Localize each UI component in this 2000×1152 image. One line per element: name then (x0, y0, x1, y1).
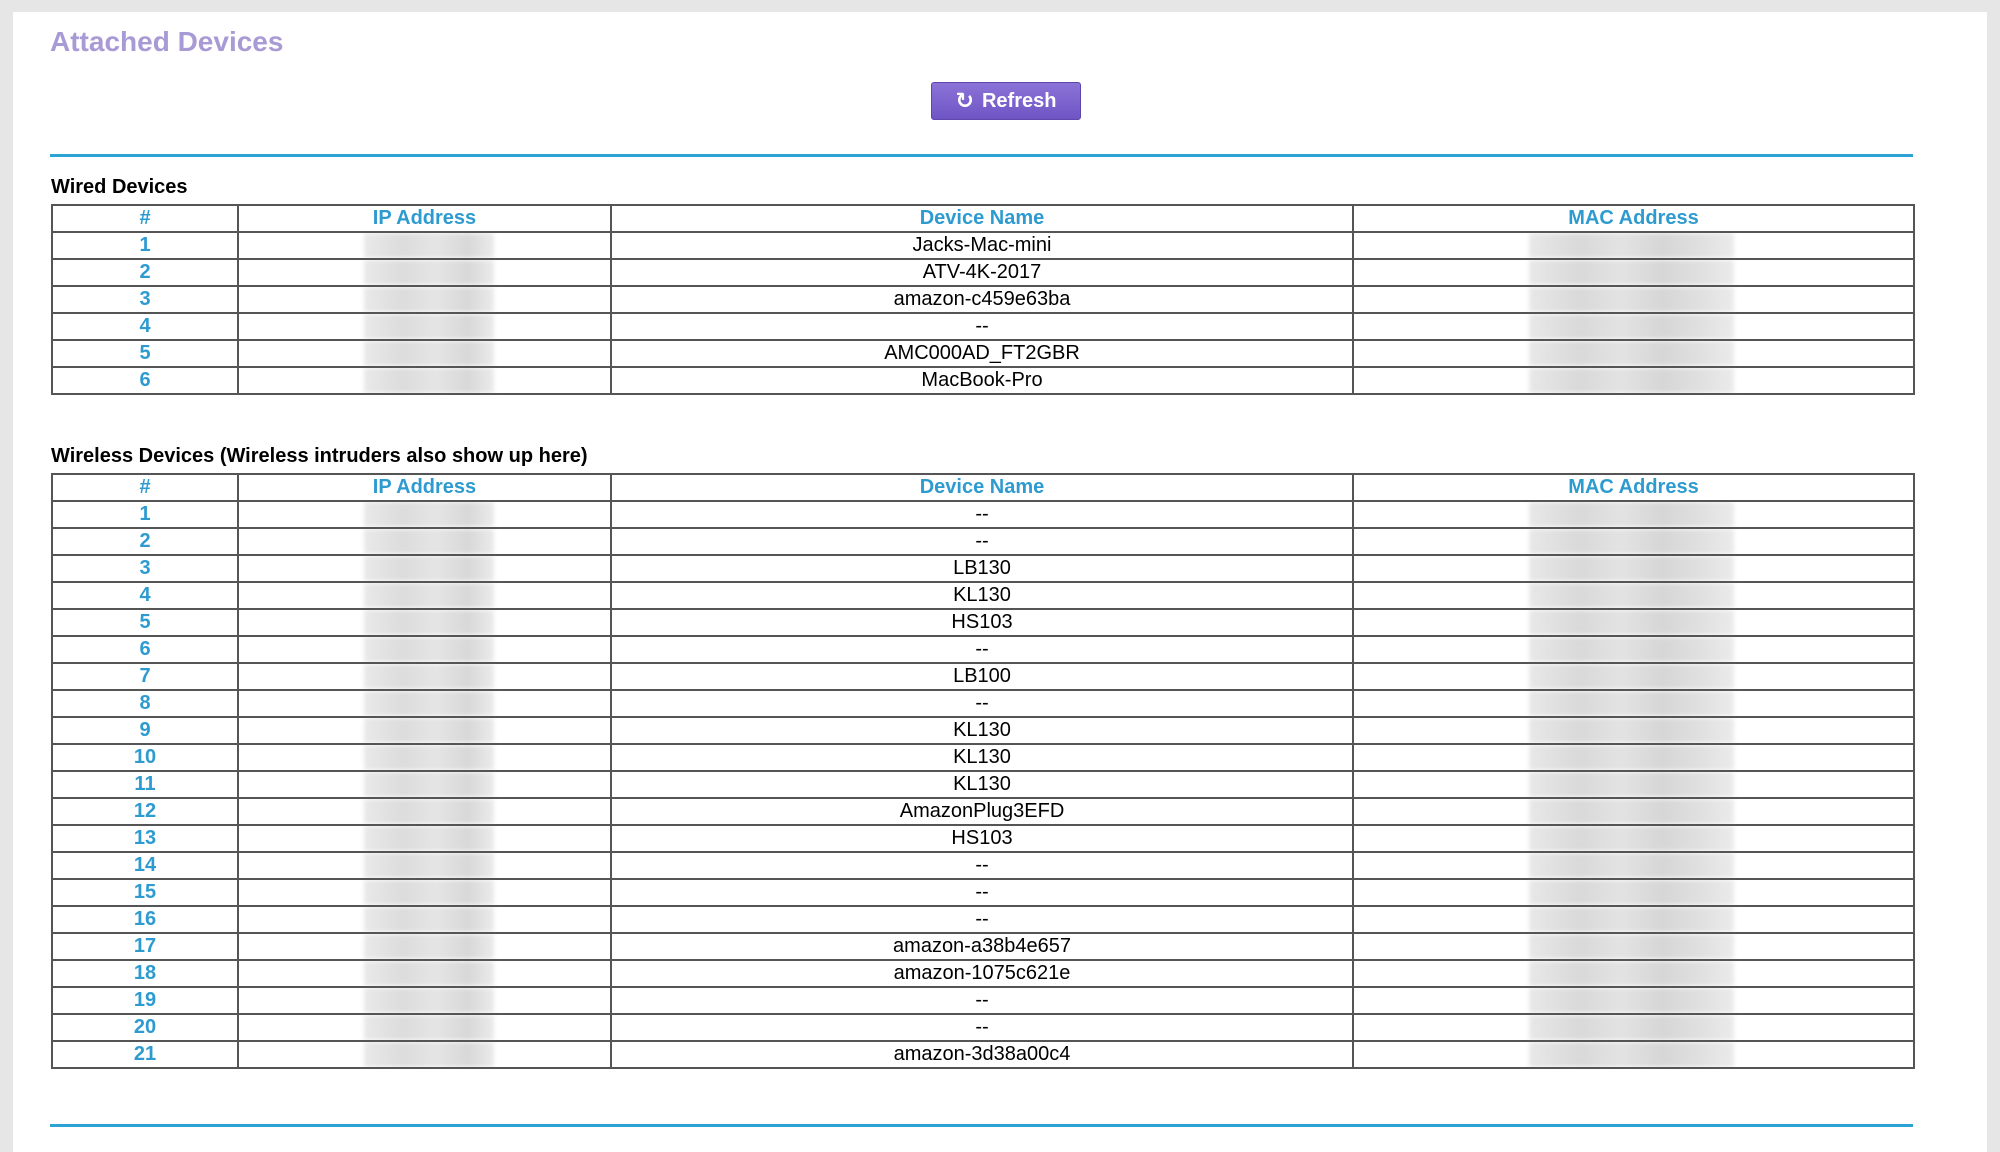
redacted-mac-address (1529, 907, 1734, 932)
row-number: 19 (52, 987, 238, 1014)
mac-address-cell (1353, 825, 1914, 852)
device-name-cell: KL130 (611, 717, 1353, 744)
mac-address-cell (1353, 501, 1914, 528)
redacted-ip-address (364, 341, 494, 366)
attached-devices-page (13, 12, 1987, 1152)
redacted-mac-address (1529, 368, 1734, 393)
table-row (52, 636, 1914, 663)
column-header-mac-address: MAC Address (1353, 474, 1914, 501)
row-number: 10 (52, 744, 238, 771)
mac-address-cell (1353, 259, 1914, 286)
device-name-cell: -- (611, 690, 1353, 717)
row-number: 3 (52, 286, 238, 313)
top-divider (50, 154, 1913, 157)
device-name-cell: ATV-4K-2017 (611, 259, 1353, 286)
device-name-cell: AmazonPlug3EFD (611, 798, 1353, 825)
ip-address-cell (238, 852, 611, 879)
mac-address-cell (1353, 933, 1914, 960)
redacted-mac-address (1529, 988, 1734, 1013)
mac-address-cell (1353, 582, 1914, 609)
device-name-cell: MacBook-Pro (611, 367, 1353, 394)
mac-address-cell (1353, 798, 1914, 825)
table-row (52, 609, 1914, 636)
redacted-mac-address (1529, 745, 1734, 770)
table-row (52, 232, 1914, 259)
device-name-cell: -- (611, 852, 1353, 879)
redacted-ip-address (364, 1042, 494, 1067)
device-name-cell: amazon-1075c621e (611, 960, 1353, 987)
ip-address-cell (238, 340, 611, 367)
redacted-ip-address (364, 314, 494, 339)
table-row (52, 933, 1914, 960)
row-number: 21 (52, 1041, 238, 1068)
redacted-mac-address (1529, 583, 1734, 608)
device-name-cell: -- (611, 1014, 1353, 1041)
refresh-button-label: Refresh (981, 89, 1057, 112)
redacted-mac-address (1529, 287, 1734, 312)
redacted-ip-address (364, 691, 494, 716)
ip-address-cell (238, 744, 611, 771)
redacted-ip-address (364, 961, 494, 986)
ip-address-cell (238, 313, 611, 340)
mac-address-cell (1353, 960, 1914, 987)
ip-address-cell (238, 232, 611, 259)
redacted-ip-address (364, 988, 494, 1013)
row-number: 3 (52, 555, 238, 582)
redacted-ip-address (364, 745, 494, 770)
redacted-mac-address (1529, 853, 1734, 878)
redacted-ip-address (364, 610, 494, 635)
ip-address-cell (238, 636, 611, 663)
ip-address-cell (238, 690, 611, 717)
mac-address-cell (1353, 528, 1914, 555)
mac-address-cell (1353, 286, 1914, 313)
row-number: 14 (52, 852, 238, 879)
redacted-ip-address (364, 826, 494, 851)
redacted-mac-address (1529, 260, 1734, 285)
mac-address-cell (1353, 987, 1914, 1014)
ip-address-cell (238, 1014, 611, 1041)
table-row (52, 555, 1914, 582)
redacted-ip-address (364, 1015, 494, 1040)
redacted-mac-address (1529, 610, 1734, 635)
redacted-mac-address (1529, 772, 1734, 797)
redacted-ip-address (364, 772, 494, 797)
device-name-cell: HS103 (611, 609, 1353, 636)
ip-address-cell (238, 825, 611, 852)
redacted-ip-address (364, 907, 494, 932)
table-row (52, 1041, 1914, 1068)
ip-address-cell (238, 286, 611, 313)
redacted-mac-address (1529, 556, 1734, 581)
ip-address-cell (238, 771, 611, 798)
mac-address-cell (1353, 690, 1914, 717)
device-name-cell: KL130 (611, 582, 1353, 609)
redacted-mac-address (1529, 826, 1734, 851)
device-name-cell: KL130 (611, 771, 1353, 798)
row-number: 18 (52, 960, 238, 987)
mac-address-cell (1353, 367, 1914, 394)
device-name-cell: -- (611, 528, 1353, 555)
redacted-ip-address (364, 853, 494, 878)
ip-address-cell (238, 960, 611, 987)
redacted-mac-address (1529, 637, 1734, 662)
column-header-number: # (52, 474, 238, 501)
row-number: 4 (52, 582, 238, 609)
redacted-mac-address (1529, 233, 1734, 258)
ip-address-cell (238, 259, 611, 286)
table-row (52, 501, 1914, 528)
device-name-cell: amazon-a38b4e657 (611, 933, 1353, 960)
ip-address-cell (238, 555, 611, 582)
device-name-cell: KL130 (611, 744, 1353, 771)
mac-address-cell (1353, 555, 1914, 582)
table-row (52, 690, 1914, 717)
table-row (52, 528, 1914, 555)
redacted-ip-address (364, 287, 494, 312)
ip-address-cell (238, 663, 611, 690)
row-number: 11 (52, 771, 238, 798)
table-row (52, 879, 1914, 906)
row-number: 5 (52, 609, 238, 636)
table-row (52, 582, 1914, 609)
row-number: 8 (52, 690, 238, 717)
device-name-cell: HS103 (611, 825, 1353, 852)
ip-address-cell (238, 528, 611, 555)
mac-address-cell (1353, 232, 1914, 259)
row-number: 6 (52, 367, 238, 394)
redacted-ip-address (364, 880, 494, 905)
device-name-cell: amazon-3d38a00c4 (611, 1041, 1353, 1068)
ip-address-cell (238, 717, 611, 744)
mac-address-cell (1353, 636, 1914, 663)
device-name-cell: -- (611, 636, 1353, 663)
table-row (52, 906, 1914, 933)
table-row (52, 825, 1914, 852)
table-row (52, 286, 1914, 313)
redacted-ip-address (364, 934, 494, 959)
column-header-number: # (52, 205, 238, 232)
table-row (52, 259, 1914, 286)
redacted-mac-address (1529, 1015, 1734, 1040)
redacted-ip-address (364, 233, 494, 258)
page-title: Attached Devices (50, 26, 284, 57)
redacted-ip-address (364, 556, 494, 581)
ip-address-cell (238, 879, 611, 906)
redacted-ip-address (364, 637, 494, 662)
row-number: 13 (52, 825, 238, 852)
mac-address-cell (1353, 663, 1914, 690)
redacted-mac-address (1529, 664, 1734, 689)
redacted-ip-address (364, 260, 494, 285)
row-number: 5 (52, 340, 238, 367)
redacted-mac-address (1529, 961, 1734, 986)
redacted-mac-address (1529, 718, 1734, 743)
redacted-mac-address (1529, 691, 1734, 716)
mac-address-cell (1353, 879, 1914, 906)
device-name-cell: -- (611, 987, 1353, 1014)
row-number: 1 (52, 232, 238, 259)
row-number: 1 (52, 501, 238, 528)
mac-address-cell (1353, 313, 1914, 340)
row-number: 7 (52, 663, 238, 690)
redacted-ip-address (364, 718, 494, 743)
wireless-devices-title: Wireless Devices (Wireless intruders also show up here) (51, 445, 588, 467)
redacted-mac-address (1529, 341, 1734, 366)
table-row (52, 367, 1914, 394)
device-name-cell: AMC000AD_FT2GBR (611, 340, 1353, 367)
device-name-cell: Jacks-Mac-mini (611, 232, 1353, 259)
ip-address-cell (238, 501, 611, 528)
row-number: 6 (52, 636, 238, 663)
device-name-cell: -- (611, 906, 1353, 933)
column-header-ip-address: IP Address (238, 205, 611, 232)
mac-address-cell (1353, 771, 1914, 798)
redacted-ip-address (364, 368, 494, 393)
wired-devices-title: Wired Devices (51, 176, 188, 198)
device-name-cell: LB130 (611, 555, 1353, 582)
table-row (52, 960, 1914, 987)
redacted-ip-address (364, 502, 494, 527)
device-name-cell: -- (611, 501, 1353, 528)
redacted-ip-address (364, 799, 494, 824)
table-header-row (52, 205, 1914, 232)
row-number: 2 (52, 528, 238, 555)
column-header-device-name: Device Name (611, 474, 1353, 501)
redacted-mac-address (1529, 799, 1734, 824)
wired-devices-table (51, 204, 1915, 395)
device-name-cell: amazon-c459e63ba (611, 286, 1353, 313)
table-row (52, 744, 1914, 771)
ip-address-cell (238, 906, 611, 933)
table-row (52, 313, 1914, 340)
redacted-mac-address (1529, 880, 1734, 905)
mac-address-cell (1353, 1041, 1914, 1068)
redacted-mac-address (1529, 529, 1734, 554)
wireless-devices-table (51, 473, 1915, 1069)
ip-address-cell (238, 798, 611, 825)
ip-address-cell (238, 933, 611, 960)
redacted-ip-address (364, 664, 494, 689)
mac-address-cell (1353, 852, 1914, 879)
row-number: 12 (52, 798, 238, 825)
row-number: 4 (52, 313, 238, 340)
mac-address-cell (1353, 1014, 1914, 1041)
redacted-ip-address (364, 529, 494, 554)
redacted-ip-address (364, 583, 494, 608)
table-row (52, 663, 1914, 690)
redacted-mac-address (1529, 314, 1734, 339)
row-number: 15 (52, 879, 238, 906)
redacted-mac-address (1529, 502, 1734, 527)
refresh-button[interactable] (931, 82, 1081, 120)
ip-address-cell (238, 582, 611, 609)
table-row (52, 340, 1914, 367)
device-name-cell: LB100 (611, 663, 1353, 690)
table-row (52, 852, 1914, 879)
redacted-mac-address (1529, 1042, 1734, 1067)
table-row (52, 717, 1914, 744)
table-row (52, 987, 1914, 1014)
table-header-row (52, 474, 1914, 501)
device-name-cell: -- (611, 313, 1353, 340)
row-number: 2 (52, 259, 238, 286)
redacted-mac-address (1529, 934, 1734, 959)
row-number: 9 (52, 717, 238, 744)
ip-address-cell (238, 1041, 611, 1068)
row-number: 16 (52, 906, 238, 933)
table-row (52, 1014, 1914, 1041)
mac-address-cell (1353, 609, 1914, 636)
ip-address-cell (238, 367, 611, 394)
ip-address-cell (238, 609, 611, 636)
refresh-icon: ↻ (955, 88, 974, 113)
device-name-cell: -- (611, 879, 1353, 906)
mac-address-cell (1353, 744, 1914, 771)
column-header-ip-address: IP Address (238, 474, 611, 501)
mac-address-cell (1353, 717, 1914, 744)
column-header-device-name: Device Name (611, 205, 1353, 232)
table-row (52, 771, 1914, 798)
bottom-divider (50, 1124, 1913, 1127)
mac-address-cell (1353, 906, 1914, 933)
column-header-mac-address: MAC Address (1353, 205, 1914, 232)
table-row (52, 798, 1914, 825)
row-number: 17 (52, 933, 238, 960)
ip-address-cell (238, 987, 611, 1014)
row-number: 20 (52, 1014, 238, 1041)
mac-address-cell (1353, 340, 1914, 367)
